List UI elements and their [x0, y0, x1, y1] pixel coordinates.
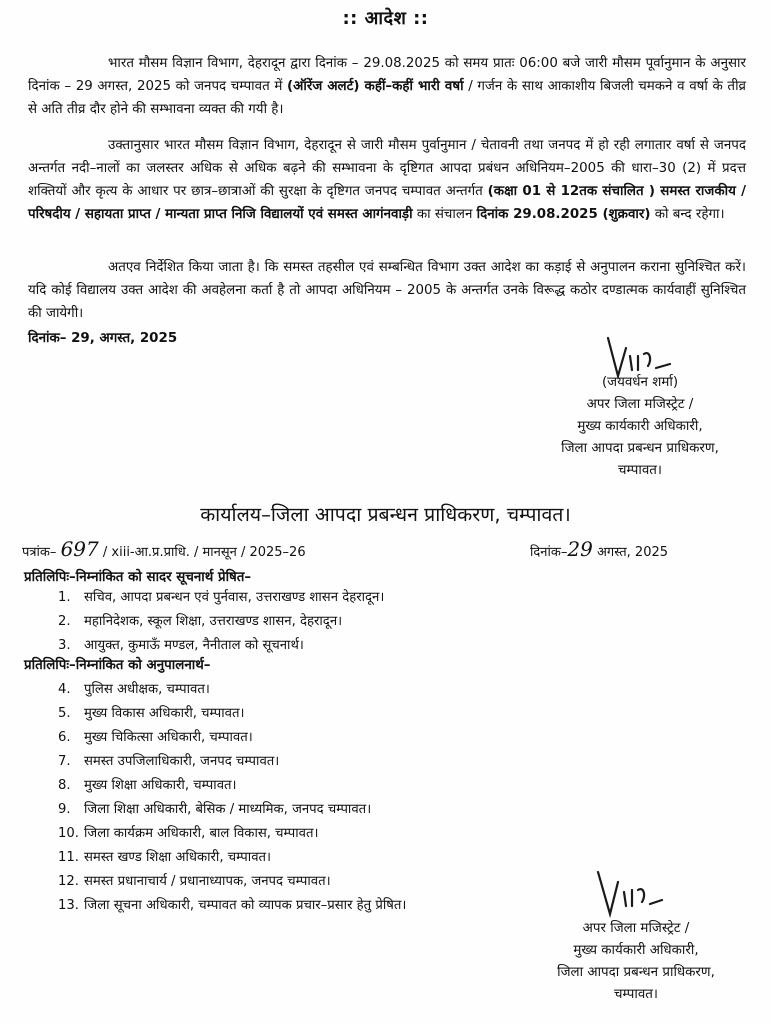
ref-date-day: 29 — [567, 537, 593, 561]
copies-info-heading: प्रतिलिपिः–निम्नांकित को सादर सूचनार्थ प्रेषित– — [24, 570, 252, 585]
bottom-designation-2: मुख्य कार्यकारी अधिकारी, — [573, 943, 699, 958]
order-date: दिनांक– 29, अगस्त, 2025 — [28, 331, 178, 346]
list-item: 11. समस्त खण्ड शिक्षा अधिकारी, चम्पावत। — [58, 850, 272, 865]
bottom-designation-3: जिला आपदा प्रबन्धन प्राधिकरण, — [557, 965, 715, 980]
order-paragraph-3 — [28, 256, 746, 325]
order-title: :: आदेश :: — [342, 8, 429, 29]
para2-text: उक्तानुसार भारत मौसम विज्ञान विभाग, देहरादून से जारी मौसम पुर्वानुमान / चेतावनी तथा जनपद में हो रही लगातार वर्षा से जनपद अन्तर्गत नदी–नालों का जलस्तर अधिक से अधिक बढ़ने की सम्भावना के दृष्टिगत आपदा प्रबंधन अधिनियम–2005 की धारा–30 (2) में प्रदत्त शक्तियों और कृत्य के आधार पर छात्र–छात्राओं की सुरक्षा के दृष्टिगत जनपद चम्पावत अन्तर्गत — [28, 138, 746, 199]
list-item: 4. पुलिस अधीक्षक, चम्पावत। — [58, 682, 210, 697]
signatory-name: (जयवर्धन शर्मा) — [601, 375, 679, 390]
reference-line — [22, 537, 722, 561]
list-item: 7. समस्त उपजिलाधिकारी, जनपद चम्पावत। — [58, 754, 280, 769]
bottom-designation-4: चम्पावत। — [613, 987, 658, 1002]
para2-text-end: को बन्द रहेगा। — [650, 207, 725, 222]
bottom-designation-1: अपर जिला मजिस्ट्रेट / — [582, 921, 690, 936]
list-item: 6. मुख्य चिकित्सा अधिकारी, चम्पावत। — [58, 730, 253, 745]
para2-text-mid: का संचालन — [412, 207, 477, 222]
copies-compliance-list — [58, 678, 406, 918]
para1-bold: (ऑरेंज अलर्ट) कहीं–कहीं भारी वर्षा — [287, 79, 464, 94]
signatory-designation-3: जिला आपदा प्रबन्धन प्राधिकरण, — [561, 441, 719, 456]
signatory-designation-1: अपर जिला मजिस्ट्रेट / — [586, 397, 694, 412]
ref-date-label: दिनांक– — [530, 545, 568, 560]
para3-text: अतएव निर्देशित किया जाता है। कि समस्त तहसील एवं सम्बन्धित विभाग उक्त आदेश का कड़ाई से अनुपालन कराना सुनिश्चित करें। यदि कोई विद्यालय उक्त आदेश की अवहेलना कर्ता है तो आपदा अधिनियम – 2005 के अन्तर्गत उनके विरूद्ध कठोर दण्डात्मक कार्यवाहीं सुनिश्चित की जायेगी। — [28, 260, 746, 321]
bottom-signatory-block — [516, 918, 756, 1006]
list-item: 1. सचिव, आपदा प्रबन्धन एवं पुर्नवास, उत्तराखण्ड शासन देहरादून। — [58, 590, 385, 605]
list-item: 3. आयुक्त, कुमाऊँ मण्डल, नैनीताल को सूचनार्थ। — [58, 638, 304, 653]
para1-text: भारत मौसम विज्ञान विभाग, देहरादून द्वारा दिनांक – 29.08.2025 को समय प्रातः 06:00 बजे जारी मौसम पूर्वानुमान के अनुसार दिनांक – 29 अगस्त, 2025 को जनपद चम्पावत में — [28, 56, 746, 94]
copies-info-list — [58, 586, 384, 658]
list-item: 9. जिला शिक्षा अधिकारी, बेसिक / माध्यमिक, जनपद चम्पावत। — [58, 802, 372, 817]
ref-suffix: / xiii-आ.प्र.प्राधि. / मानसून / 2025–26 — [102, 545, 306, 560]
list-item: 5. मुख्य विकास अधिकारी, चम्पावत। — [58, 706, 245, 721]
para2-bold-date: दिनांक 29.08.2025 (शुक्रवार) — [476, 207, 651, 222]
order-signatory-block — [520, 372, 760, 482]
ref-date — [530, 537, 668, 561]
list-item: 12. समस्त प्रधानाचार्य / प्रधानाध्यापक, जनपद चम्पावत। — [58, 874, 331, 889]
office-heading: कार्यालय–जिला आपदा प्रबन्धन प्राधिकरण, चम्पावत। — [200, 503, 571, 526]
list-item: 10. जिला कार्यक्रम अधिकारी, बाल विकास, चम्पावत। — [58, 826, 319, 841]
ref-number: 697 — [60, 537, 99, 561]
order-paragraph-1 — [28, 52, 746, 121]
signature-bottom — [590, 866, 670, 922]
para2-bold-schools: (कक्षा 01 से 12तक संचालित ) समस्त राजकीय / परिषदीय / सहायता प्राप्त / मान्यता प्राप्त निजि विद्यालयों एवं समस्त आगंनवाड़ी — [28, 184, 746, 222]
para1-text-end: / गर्जन के साथ आकाशीय बिजली चमकने व वर्षा के तीव्र से अति तीव्र दौर होने की सम्भावना व्यक्त की गयी है। — [28, 79, 746, 117]
signatory-designation-2: मुख्य कार्यकारी अधिकारी, — [577, 419, 703, 434]
signatory-designation-4: चम्पावत। — [617, 463, 662, 478]
copies-compliance-heading: प्रतिलिपिः–निम्नांकित को अनुपालनार्थ– — [24, 658, 211, 673]
ref-label: पत्रांक– — [22, 545, 57, 560]
ref-date-rest: अगस्त, 2025 — [596, 545, 669, 560]
list-item: 13. जिला सूचना अधिकारी, चम्पावत को व्यापक प्रचार–प्रसार हेतु प्रेषित। — [58, 898, 407, 913]
list-item: 8. मुख्य शिक्षा अधिकारी, चम्पावत। — [58, 778, 237, 793]
list-item: 2. महानिदेशक, स्कूल शिक्षा, उत्तराखण्ड शासन, देहरादून। — [58, 614, 343, 629]
order-paragraph-2 — [28, 134, 746, 226]
